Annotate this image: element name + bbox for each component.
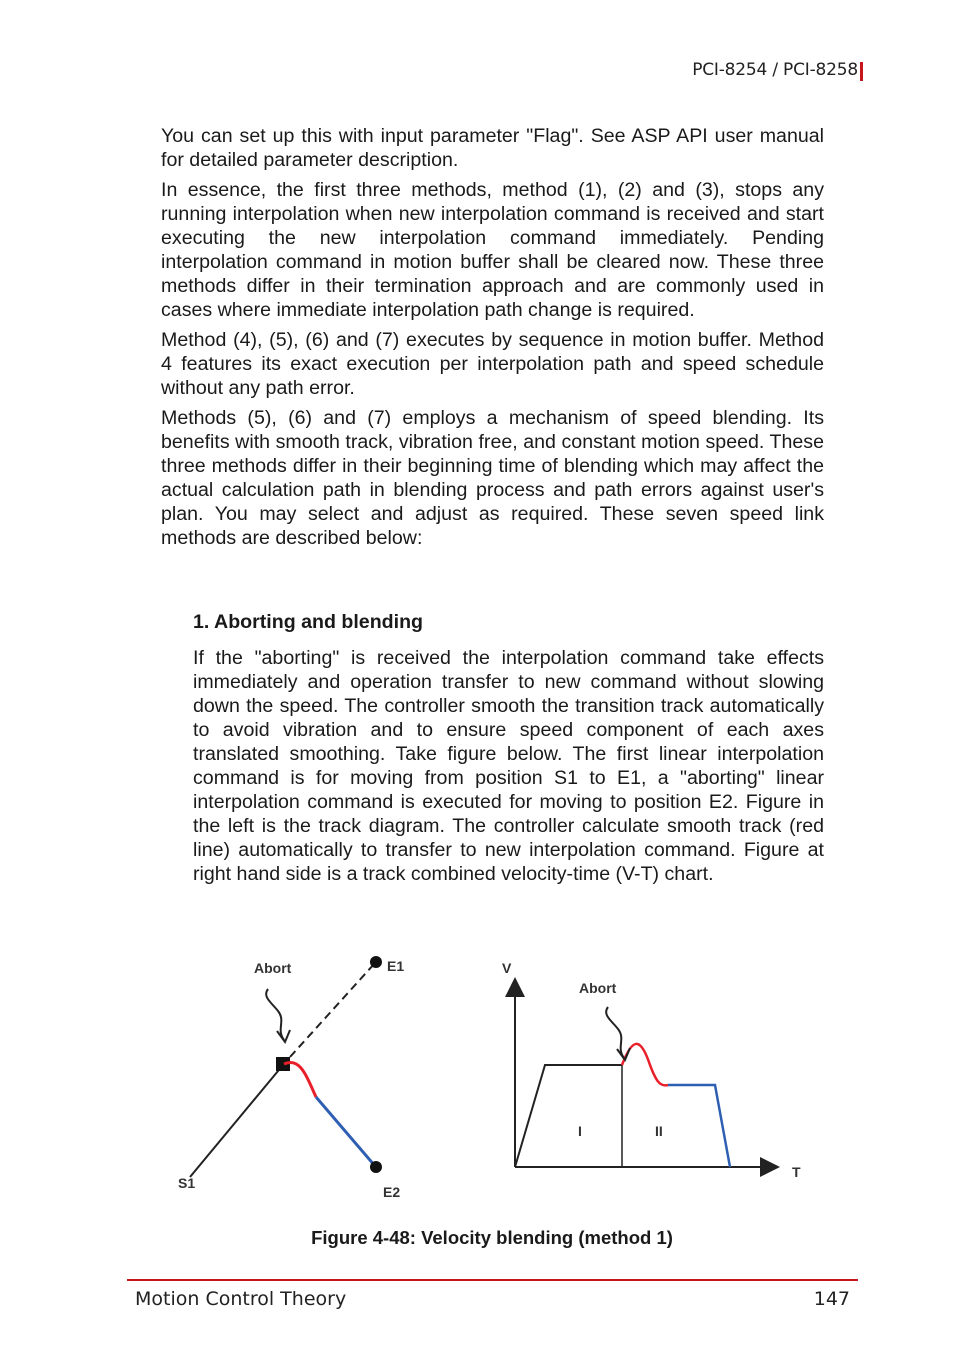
section-text: If the "aborting" is received the interpolation command take effects immediately and operation transfer to new command without slowing down the speed. The controller smooth the transition track automatically to avoid vibration and to ensure speed component of each axes translated smoothing. Take figure below. The first linear interpolation command is for moving from position S1 to E1, a "aborting" linear interpolation command is executed for moving to position E2. Figure in the left is the track diagram. The controller calculate smooth track (red line) automatically to transfer to new interpolation command. Figure at right hand side is a track combined velocity-time (V-T) chart. (193, 647, 824, 885)
paragraph-first-three-methods: In essence, the first three methods, method (1), (2) and (3), stops any running interpolation when new interpolation command is received and start executing the new interpolation command immediately. Pending interpolation command in motion buffer shall be cleared now. These three methods differ in their termination approach and are commonly used in cases where immediate interpolation path change is required. (161, 179, 824, 321)
figure-caption: Figure 4-48: Velocity blending (method 1) (311, 1227, 673, 1248)
path-s1-to-abort (190, 1065, 283, 1177)
footer-rule (127, 1279, 858, 1281)
label-e2: E2 (383, 1184, 401, 1200)
figure-velocity-blending (160, 945, 820, 1210)
body-text (161, 124, 824, 556)
header-accent-bar (860, 62, 863, 81)
e1-point (370, 956, 382, 968)
paragraph-methods-5-6-7: Methods (5), (6) and (7) employs a mechanism of speed blending. Its benefits with smooth track, vibration free, and constant motion speed. These three methods differ in their beginning time of blending which may affect the actual calculation path in blending process and path errors against user's plan. You may select and adjust as required. These seven speed link methods are described below: (161, 407, 824, 549)
e2-point (370, 1161, 382, 1173)
page-number: 147 (813, 1288, 850, 1310)
figure-graphic (160, 945, 820, 1210)
velocity-profile-segment-1 (515, 1065, 622, 1167)
abort-arrow (266, 989, 284, 1040)
label-t: T (792, 1164, 801, 1180)
abort-arrow-chart (606, 1007, 624, 1058)
vt-chart (502, 960, 801, 1180)
label-segment-1: I (578, 1123, 582, 1139)
paragraph-flag: You can set up this with input parameter "Flag". See ASP API user manual for detailed parameter description. (161, 125, 824, 171)
paragraph-method-4: Method (4), (5), (6) and (7) executes by sequence in motion buffer. Method 4 features its exact execution per interpolation path and speed schedule without any path error. (161, 329, 824, 399)
footer-section-title: Motion Control Theory (135, 1288, 347, 1310)
label-v: V (502, 960, 512, 976)
label-abort-right: Abort (579, 980, 617, 996)
abort-arrowhead (277, 1030, 290, 1042)
track-diagram (178, 956, 404, 1200)
label-segment-2: II (655, 1123, 663, 1139)
running-header: PCI-8254 / PCI-8258 (692, 60, 858, 80)
label-s1: S1 (178, 1175, 196, 1191)
label-e1: E1 (387, 958, 405, 974)
label-abort-left: Abort (254, 960, 292, 976)
velocity-profile-segment-2 (668, 1085, 730, 1167)
new-path-to-e2 (316, 1097, 375, 1166)
path-abort-to-e1-dashed (290, 963, 375, 1057)
section-heading: 1. Aborting and blending (193, 611, 424, 633)
